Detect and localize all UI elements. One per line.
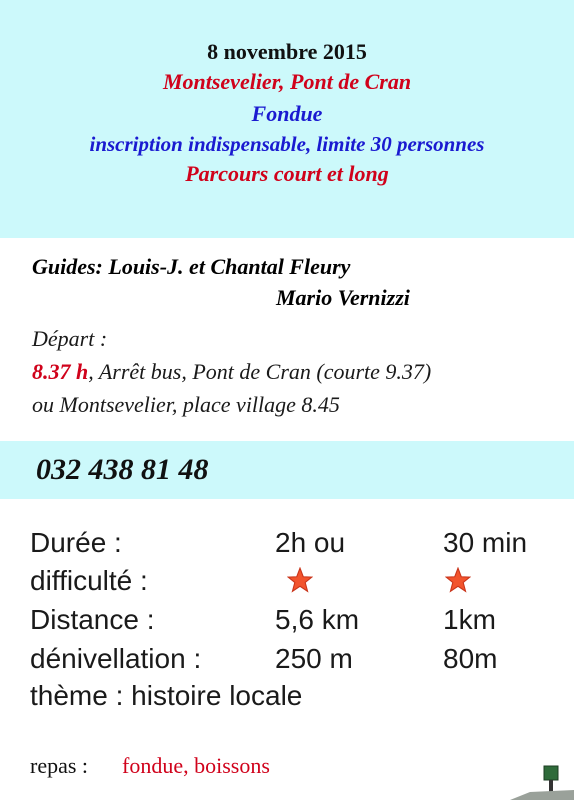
- duration-long: 2h ou: [275, 527, 346, 558]
- event-date: 8 novembre 2015: [207, 39, 367, 64]
- event-title: Fondue: [251, 101, 323, 126]
- elevation-short: 80m: [443, 643, 498, 674]
- duration-short: 30 min: [443, 527, 528, 558]
- guides-line-2: Mario Vernizzi: [276, 285, 410, 310]
- departure-line-1: [32, 358, 431, 386]
- elevation-label: dénivellation :: [30, 643, 202, 674]
- departure-stop: , Arrêt bus, Pont de Cran (courte 9.37): [88, 359, 432, 384]
- difficulty-label: difficulté :: [30, 565, 148, 596]
- phone-number: 032 438 81 48: [36, 453, 209, 486]
- departure-label: Départ :: [32, 326, 108, 351]
- event-location: Montsevelier, Pont de Cran: [162, 69, 412, 94]
- distance-long: 5,6 km: [275, 604, 360, 635]
- star-icon: [287, 567, 313, 593]
- signpost-icon: [510, 760, 574, 800]
- meal-value: fondue, boissons: [122, 753, 270, 778]
- theme-line: thème : histoire locale: [30, 680, 303, 711]
- departure-line-2: ou Montsevelier, place village 8.45: [32, 392, 340, 417]
- elevation-long: 250 m: [275, 643, 353, 674]
- duration-label: Durée :: [30, 527, 122, 558]
- departure-time: 8.37 h: [32, 359, 89, 384]
- distance-short: 1km: [443, 604, 496, 635]
- meal-label: repas :: [30, 753, 89, 778]
- star-icon: [445, 567, 471, 593]
- guides-line: Guides: Louis-J. et Chantal Fleury: [32, 254, 351, 279]
- registration-note: inscription indispensable, limite 30 personnes: [89, 132, 485, 156]
- header-banner: [0, 0, 574, 238]
- route-options: Parcours court et long: [185, 161, 389, 186]
- distance-label: Distance :: [30, 604, 155, 635]
